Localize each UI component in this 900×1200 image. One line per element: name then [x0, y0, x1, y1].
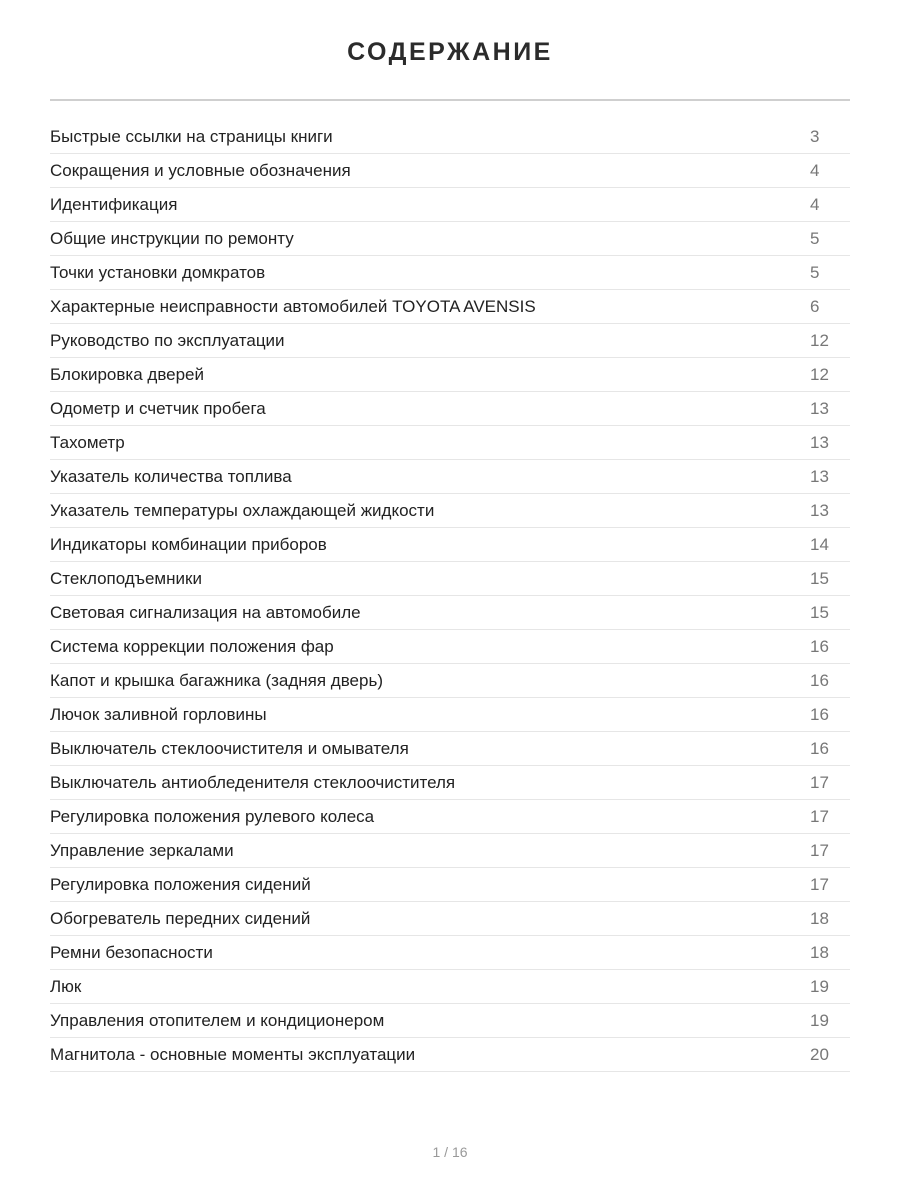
- toc-entry-title[interactable]: Выключатель антиобледенителя стеклоочистителя: [50, 772, 456, 792]
- toc-entry-page-number: 18: [810, 942, 829, 962]
- toc-entry-title[interactable]: Люк: [50, 976, 82, 996]
- toc-entry[interactable]: [50, 154, 850, 188]
- toc-entry[interactable]: [50, 1038, 850, 1072]
- toc-entry-page-number: 14: [810, 534, 829, 554]
- toc-entry-title[interactable]: Управления отопителем и кондиционером: [50, 1010, 385, 1030]
- toc-entry-page-number: 13: [810, 466, 829, 486]
- toc-entry-page-number: 12: [810, 330, 829, 350]
- toc-entry-page-number: 15: [810, 568, 829, 588]
- toc-entry-page-number: 17: [810, 840, 829, 860]
- page-title: СОДЕРЖАНИЕ: [347, 38, 553, 66]
- toc-entry-page-number: 17: [810, 874, 829, 894]
- toc-entry-page-number: 15: [810, 602, 829, 622]
- toc-entry[interactable]: [50, 494, 850, 528]
- toc-entry[interactable]: [50, 800, 850, 834]
- toc-entry[interactable]: [50, 426, 850, 460]
- toc-entry-page-number: 3: [810, 126, 820, 146]
- toc-entry-page-number: 13: [810, 432, 829, 452]
- toc-entry[interactable]: [50, 596, 850, 630]
- toc-entry-page-number: 17: [810, 772, 829, 792]
- toc-entry-title[interactable]: Указатель количества топлива: [50, 466, 292, 486]
- toc-entry[interactable]: [50, 460, 850, 494]
- toc-entry[interactable]: [50, 732, 850, 766]
- toc-entry-page-number: 13: [810, 398, 829, 418]
- toc-entry-title[interactable]: Сокращения и условные обозначения: [50, 160, 351, 180]
- toc-entry-title[interactable]: Система коррекции положения фар: [50, 636, 334, 656]
- toc-entry-title[interactable]: Блокировка дверей: [50, 364, 205, 384]
- toc-entry[interactable]: [50, 222, 850, 256]
- toc-entry-title[interactable]: Управление зеркалами: [50, 840, 234, 860]
- toc-entry[interactable]: [50, 290, 850, 324]
- toc-entry-page-number: 19: [810, 1010, 829, 1030]
- table-of-contents: [50, 120, 850, 1072]
- toc-entry-title[interactable]: Индикаторы комбинации приборов: [50, 534, 327, 554]
- toc-entry-title[interactable]: Выключатель стеклоочистителя и омывателя: [50, 738, 409, 758]
- toc-entry[interactable]: [50, 868, 850, 902]
- toc-entry-title[interactable]: Регулировка положения рулевого колеса: [50, 806, 375, 826]
- toc-entry-title[interactable]: Стеклоподъемники: [50, 568, 202, 588]
- toc-entry[interactable]: [50, 936, 850, 970]
- toc-entry-title[interactable]: Общие инструкции по ремонту: [50, 228, 294, 248]
- toc-entry[interactable]: [50, 698, 850, 732]
- toc-entry-title[interactable]: Идентификация: [50, 194, 178, 214]
- toc-entry-page-number: 4: [810, 194, 820, 214]
- toc-entry[interactable]: [50, 120, 850, 154]
- toc-entry[interactable]: [50, 256, 850, 290]
- toc-entry-page-number: 5: [810, 262, 820, 282]
- toc-entry-page-number: 4: [810, 160, 820, 180]
- toc-entry[interactable]: [50, 766, 850, 800]
- toc-entry-title[interactable]: Руководство по эксплуатации: [50, 330, 285, 350]
- toc-entry-title[interactable]: Капот и крышка багажника (задняя дверь): [50, 670, 383, 690]
- toc-entry-page-number: 19: [810, 976, 829, 996]
- toc-entry[interactable]: [50, 188, 850, 222]
- toc-entry-page-number: 16: [810, 670, 829, 690]
- toc-entry[interactable]: [50, 902, 850, 936]
- toc-entry-title[interactable]: Точки установки домкратов: [50, 262, 266, 282]
- toc-entry-title[interactable]: Тахометр: [50, 432, 125, 452]
- toc-entry-page-number: 13: [810, 500, 829, 520]
- toc-entry-title[interactable]: Указатель температуры охлаждающей жидкости: [50, 500, 435, 520]
- toc-entry-page-number: 20: [810, 1044, 829, 1064]
- toc-entry-title[interactable]: Световая сигнализация на автомобиле: [50, 602, 361, 622]
- toc-entry[interactable]: [50, 834, 850, 868]
- toc-entry-page-number: 16: [810, 704, 829, 724]
- toc-entry-title[interactable]: Обогреватель передних сидений: [50, 908, 311, 928]
- toc-entry[interactable]: [50, 664, 850, 698]
- toc-entry-page-number: 5: [810, 228, 820, 248]
- toc-entry[interactable]: [50, 528, 850, 562]
- toc-entry[interactable]: [50, 630, 850, 664]
- toc-entry-title[interactable]: Лючок заливной горловины: [50, 704, 267, 724]
- toc-entry[interactable]: [50, 970, 850, 1004]
- toc-entry[interactable]: [50, 324, 850, 358]
- toc-entry-page-number: 6: [810, 296, 820, 316]
- toc-entry-page-number: 16: [810, 738, 829, 758]
- toc-entry-title[interactable]: Ремни безопасности: [50, 942, 213, 962]
- toc-entry-title[interactable]: Одометр и счетчик пробега: [50, 398, 266, 418]
- toc-entry-title[interactable]: Характерные неисправности автомобилей TOYOTA AVENSIS: [50, 296, 536, 316]
- toc-entry[interactable]: [50, 392, 850, 426]
- toc-entry-page-number: 12: [810, 364, 829, 384]
- toc-entry-title[interactable]: Магнитола - основные моменты эксплуатации: [50, 1044, 416, 1064]
- toc-entry-page-number: 16: [810, 636, 829, 656]
- title-divider: [50, 99, 850, 101]
- toc-entry-page-number: 17: [810, 806, 829, 826]
- toc-entry[interactable]: [50, 562, 850, 596]
- toc-entry[interactable]: [50, 1004, 850, 1038]
- toc-entry-title[interactable]: Быстрые ссылки на страницы книги: [50, 126, 333, 146]
- toc-entry-title[interactable]: Регулировка положения сидений: [50, 874, 311, 894]
- page-indicator: 1 / 16: [432, 1144, 468, 1160]
- toc-entry-page-number: 18: [810, 908, 829, 928]
- toc-entry[interactable]: [50, 358, 850, 392]
